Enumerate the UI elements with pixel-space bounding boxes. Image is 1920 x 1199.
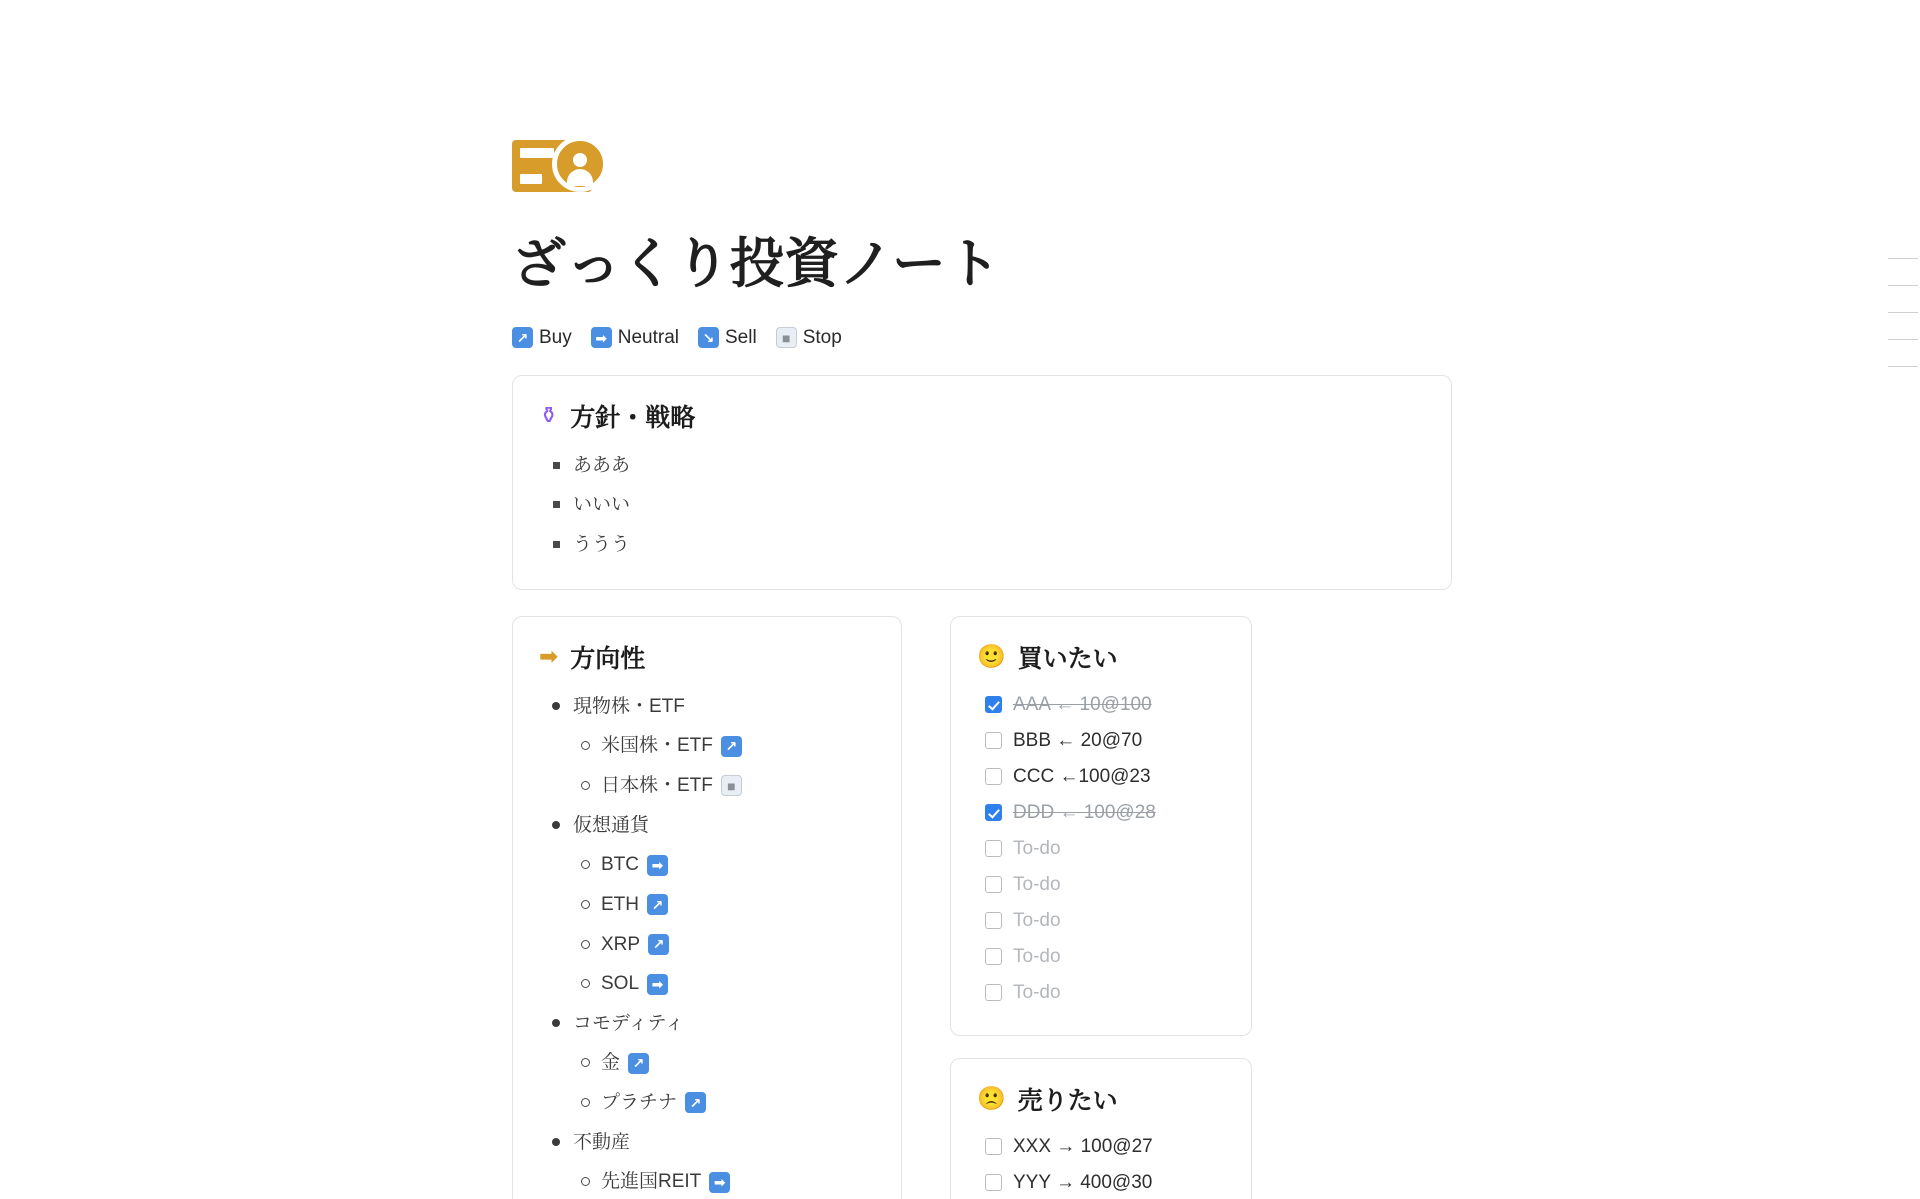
page-title: ざっくり投資ノート	[512, 234, 1001, 294]
direction-card	[512, 616, 902, 1199]
checklist-item[interactable]	[977, 687, 1225, 723]
list-item[interactable]	[539, 925, 875, 965]
asset-label: 先進国REIT	[601, 1171, 702, 1193]
buy-icon: ↗	[647, 894, 668, 915]
asset-label: ETH	[601, 893, 639, 915]
list-item[interactable]	[539, 885, 875, 925]
scrollbar[interactable]	[1906, 0, 1920, 1199]
legend-row	[512, 327, 1452, 349]
direction-card-title	[539, 639, 875, 675]
checkbox[interactable]	[985, 1138, 1002, 1155]
asset-label: 金	[601, 1052, 621, 1074]
sell-title-text: 売りたい	[1017, 1086, 1118, 1115]
money-coin-icon[interactable]	[512, 136, 608, 198]
asset-label: BTC	[601, 854, 639, 876]
coin-shape	[552, 136, 608, 192]
strategy-card	[512, 375, 1452, 590]
list-item[interactable]: あああ	[539, 446, 1425, 486]
strategy-card-title	[539, 398, 1425, 434]
checklist-label: CCC ←100@23	[1013, 765, 1151, 787]
legend-item-neutral	[591, 327, 679, 349]
checkbox[interactable]	[985, 948, 1002, 965]
frowny-icon: 🙁	[977, 1085, 1006, 1112]
stop-icon: ■	[721, 775, 742, 796]
checklist-item[interactable]	[977, 867, 1225, 903]
list-item[interactable]	[539, 726, 875, 766]
legend-item-stop	[776, 327, 842, 349]
checkbox[interactable]	[985, 876, 1002, 893]
buy-icon: ↗	[685, 1092, 706, 1113]
checklist-item[interactable]	[977, 903, 1225, 939]
neutral-icon: ➡	[591, 327, 612, 348]
neutral-icon: ➡	[709, 1172, 730, 1193]
arrow-curve-icon: ➡	[539, 643, 559, 670]
asset-label: 米国株・ETF	[601, 735, 713, 757]
list-item[interactable]	[539, 845, 875, 885]
checkbox[interactable]	[985, 804, 1002, 821]
left-column	[512, 616, 902, 1199]
legend-item-sell	[698, 327, 757, 349]
buy-card	[950, 616, 1252, 1036]
checklist-item[interactable]	[977, 723, 1225, 759]
checkbox[interactable]	[985, 984, 1002, 1001]
list-item[interactable]	[539, 964, 875, 1004]
checkbox[interactable]	[985, 1174, 1002, 1191]
checklist-item[interactable]	[977, 939, 1225, 975]
asset-label: SOL	[601, 973, 640, 995]
asset-label: XRP	[601, 933, 641, 955]
checklist-label: To-do	[1013, 873, 1061, 895]
checklist-label: To-do	[1013, 945, 1061, 967]
checklist-item[interactable]	[977, 1165, 1225, 1199]
sell-card-title	[977, 1081, 1225, 1117]
checklist-label: AAA ← 10@100	[1013, 693, 1152, 715]
legend-label-buy: Buy	[539, 326, 572, 348]
checkbox[interactable]	[985, 768, 1002, 785]
checklist-label: XXX → 100@27	[1013, 1135, 1153, 1157]
list-item[interactable]	[539, 766, 875, 806]
checklist-label: YYY → 400@30	[1013, 1171, 1153, 1193]
checklist-label: DDD ← 100@28	[1013, 801, 1156, 823]
checklist-label: To-do	[1013, 981, 1061, 1003]
buy-icon: ↗	[648, 934, 669, 955]
asset-label: プラチナ	[601, 1092, 678, 1114]
list-item[interactable]: 仮想通貨	[539, 806, 875, 846]
buy-icon: ↗	[721, 736, 742, 757]
legend-label-neutral: Neutral	[617, 326, 679, 348]
direction-title-text: 方向性	[570, 644, 646, 673]
checklist-item[interactable]	[977, 1129, 1225, 1165]
direction-list	[539, 687, 875, 1199]
buy-title-text: 買いたい	[1017, 644, 1118, 673]
checkbox[interactable]	[985, 696, 1002, 713]
checklist-label: To-do	[1013, 837, 1061, 859]
stop-icon: ■	[776, 327, 797, 348]
checklist-label: BBB ← 20@70	[1013, 729, 1143, 751]
legend-item-buy	[512, 327, 572, 349]
list-item[interactable]	[539, 1043, 875, 1083]
checkbox[interactable]	[985, 840, 1002, 857]
list-item[interactable]: 現物株・ETF	[539, 687, 875, 727]
legend-label-sell: Sell	[725, 326, 757, 348]
neutral-icon: ➡	[647, 855, 668, 876]
list-item[interactable]: 不動産	[539, 1123, 875, 1163]
columns-wrapper	[512, 616, 1452, 1199]
list-item[interactable]: コモディティ	[539, 1004, 875, 1044]
checkbox[interactable]	[985, 732, 1002, 749]
strategy-title-text: 方針・戦略	[570, 403, 696, 432]
list-item[interactable]: ううう	[539, 525, 1425, 565]
legend-label-stop: Stop	[802, 326, 842, 348]
sell-icon: ↘	[698, 327, 719, 348]
buy-icon: ↗	[628, 1053, 649, 1074]
document-body	[512, 0, 1452, 1199]
sell-card	[950, 1058, 1252, 1199]
checklist-item[interactable]	[977, 975, 1225, 1011]
smiley-icon: 🙂	[977, 643, 1006, 670]
checkbox[interactable]	[985, 912, 1002, 929]
buy-icon: ↗	[512, 327, 533, 348]
neutral-icon: ➡	[647, 974, 668, 995]
buy-card-title	[977, 639, 1225, 675]
right-column	[950, 616, 1252, 1199]
strategy-list	[539, 446, 1425, 565]
amphora-icon: ⚱	[539, 402, 559, 429]
asset-label: 日本株・ETF	[601, 775, 713, 796]
checklist-item[interactable]	[977, 759, 1225, 795]
checklist-item[interactable]	[977, 831, 1225, 867]
checklist-label: To-do	[1013, 909, 1061, 931]
list-item[interactable]	[539, 1162, 875, 1199]
list-item[interactable]: いいい	[539, 485, 1425, 525]
list-item[interactable]	[539, 1083, 875, 1123]
checklist-item[interactable]	[977, 795, 1225, 831]
